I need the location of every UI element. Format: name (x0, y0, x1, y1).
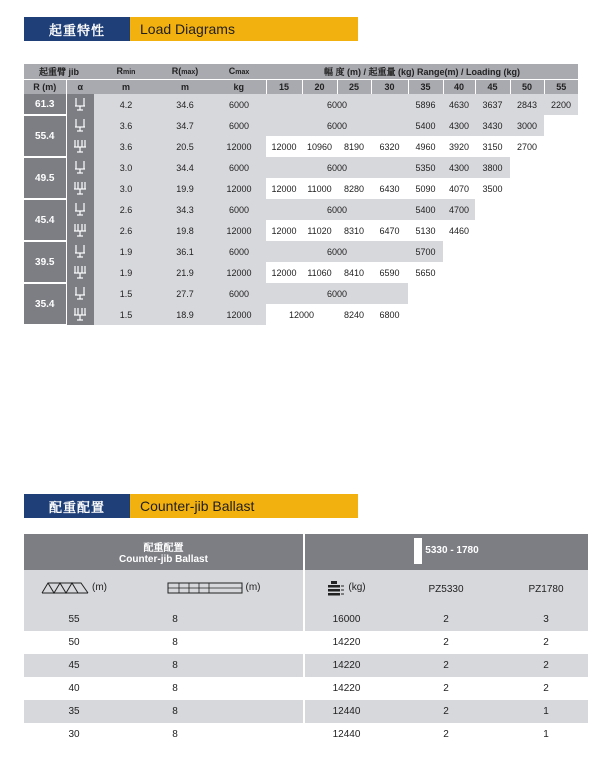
load-cell: 3800 (475, 157, 510, 178)
weight-stack-icon (327, 580, 345, 596)
load-cell: 5400 (408, 199, 443, 220)
jib-length-value: 50 (24, 631, 124, 654)
empty-cell (544, 115, 578, 136)
load-cell: 3500 (475, 178, 510, 199)
load-cell-15: 12000 (266, 178, 302, 199)
counter-jib-icon (167, 581, 243, 595)
pz1780-value: 2 (504, 631, 588, 654)
load-cell: 4960 (408, 136, 443, 157)
two-fall-hook-icon (74, 118, 86, 132)
load-cell: 4700 (443, 199, 475, 220)
jib-unit: (m) (92, 582, 107, 593)
load-cell-15: 12000 (266, 220, 302, 241)
pz5330-value: 2 (388, 654, 504, 677)
rmin-cell: 1.5 (94, 304, 158, 325)
jib-length-cell: 39.5 (24, 241, 66, 283)
jib-length-header (24, 570, 124, 608)
four-fall-hook-icon (74, 181, 86, 195)
range-header-30: 30 (371, 79, 408, 94)
load-diagrams-header (24, 17, 358, 41)
ballast-row (24, 631, 588, 654)
two-fall-hook-icon (74, 202, 86, 216)
cmax-cell: 12000 (212, 304, 266, 325)
load-row (24, 199, 578, 220)
four-fall-hook-icon (74, 265, 86, 279)
load-cell: 3000 (510, 115, 544, 136)
jib-length-cell: 35.4 (24, 283, 66, 325)
jib-length-value: 30 (24, 723, 124, 746)
load-cell-25: 8310 (337, 220, 371, 241)
jib-length-value: 45 (24, 654, 124, 677)
rmax-header: R(max) (158, 64, 212, 79)
jib-length-value: 35 (24, 700, 124, 723)
spacer-cell (226, 700, 304, 723)
ballast-header (24, 494, 358, 518)
load-cell: 4070 (443, 178, 475, 199)
rmin-cell: 3.0 (94, 157, 158, 178)
load-cell-20: 10960 (302, 136, 337, 157)
ballast-row (24, 654, 588, 677)
cmax-cell: 6000 (212, 157, 266, 178)
rmax-unit: m (158, 79, 212, 94)
spacer-cell (226, 631, 304, 654)
rmin-cell: 1.9 (94, 241, 158, 262)
empty-cell (408, 283, 578, 304)
empty-cell (544, 136, 578, 157)
cmax-cell: 6000 (212, 115, 266, 136)
two-fall-hook-icon (74, 244, 86, 258)
load-cell: 3637 (475, 94, 510, 115)
load-cell-25: 8280 (337, 178, 371, 199)
cmax-cell: 12000 (212, 220, 266, 241)
spacer-cell (226, 723, 304, 746)
cmax-cell: 6000 (212, 241, 266, 262)
r-unit-header: R (m) (24, 79, 66, 94)
ballast-row (24, 723, 588, 746)
counter-jib-unit: (m) (245, 582, 261, 593)
rmax-cell: 36.1 (158, 241, 212, 262)
two-fall-hook-icon (74, 160, 86, 174)
two-fall-hook-icon (74, 97, 86, 111)
load-row (24, 157, 578, 178)
pz1780-value: 3 (504, 608, 588, 631)
counter-jib-length-header (124, 570, 304, 608)
ballast-title-cn: 配重配置 (24, 494, 130, 518)
pz1780-header: PZ1780 (504, 570, 588, 608)
rmin-cell: 1.5 (94, 283, 158, 304)
rmin-cell: 2.6 (94, 220, 158, 241)
spacer-cell (226, 654, 304, 677)
range-loading-header: 幅 度 (m) / 起重量 (kg) Range(m) / Loading (kg) (266, 64, 578, 79)
jib-header: 起重臂 jib (24, 64, 94, 79)
rmax-cell: 19.8 (158, 220, 212, 241)
load-cell-30: 6590 (371, 262, 408, 283)
reeving-cell (66, 241, 94, 262)
merged-load-cell: 6000 (266, 199, 408, 220)
merged-load-cell: 6000 (266, 94, 408, 115)
counter-jib-value: 8 (124, 723, 226, 746)
load-cell-30: 6470 (371, 220, 408, 241)
load-cell: 2200 (544, 94, 578, 115)
load-cell-20: 11060 (302, 262, 337, 283)
jib-length-value: 55 (24, 608, 124, 631)
cmax-cell: 12000 (212, 262, 266, 283)
spacer-cell (226, 608, 304, 631)
merged-load-cell: 6000 (266, 115, 408, 136)
rmax-cell: 20.5 (158, 136, 212, 157)
load-row (24, 94, 578, 115)
jib-truss-icon (41, 582, 89, 594)
load-cell-30: 6320 (371, 136, 408, 157)
pz5330-value: 2 (388, 700, 504, 723)
weight-value: 12440 (304, 700, 388, 723)
counter-jib-value: 8 (124, 631, 226, 654)
rmax-cell: 34.3 (158, 199, 212, 220)
rmin-cell: 1.9 (94, 262, 158, 283)
weight-unit: (kg) (348, 582, 366, 593)
empty-cell (408, 304, 578, 325)
ballast-row (24, 677, 588, 700)
four-fall-hook-icon (74, 139, 86, 153)
load-cell-20: 11000 (302, 178, 337, 199)
load-cell: 2843 (510, 94, 544, 115)
load-cell-25: 8240 (337, 304, 371, 325)
load-row (24, 220, 578, 241)
jib-length-cell: 55.4 (24, 115, 66, 157)
range-header-50: 50 (510, 79, 544, 94)
load-row (24, 115, 578, 136)
empty-cell (475, 220, 578, 241)
weight-value: 12440 (304, 723, 388, 746)
reeving-cell (66, 157, 94, 178)
ballast-title-en: Counter-jib Ballast (130, 494, 358, 518)
load-row (24, 304, 578, 325)
empty-cell (443, 241, 578, 262)
four-fall-hook-icon (74, 223, 86, 237)
weight-header (304, 570, 388, 608)
pz1780-value: 1 (504, 723, 588, 746)
ballast-row (24, 608, 588, 631)
jib-length-cell: 49.5 (24, 157, 66, 199)
reeving-cell (66, 262, 94, 283)
reeving-cell (66, 220, 94, 241)
rmin-cell: 4.2 (94, 94, 158, 115)
ballast-table (24, 534, 588, 746)
pz1780-value: 2 (504, 654, 588, 677)
rmax-cell: 21.9 (158, 262, 212, 283)
load-row (24, 262, 578, 283)
load-cell-30: 6430 (371, 178, 408, 199)
rmax-cell: 19.9 (158, 178, 212, 199)
ballast-header-en: Counter-jib Ballast (119, 554, 208, 565)
rmin-header: Rmin (94, 64, 158, 79)
counter-jib-value: 8 (124, 654, 226, 677)
rmax-cell: 34.6 (158, 94, 212, 115)
rmax-cell: 18.9 (158, 304, 212, 325)
reeving-cell (66, 178, 94, 199)
cmax-cell: 6000 (212, 94, 266, 115)
range-header-45: 45 (475, 79, 510, 94)
block-label-header (304, 534, 588, 570)
pz5330-value: 2 (388, 631, 504, 654)
spacer-cell (226, 677, 304, 700)
ballast-header-cn: 配重配置 (143, 543, 184, 554)
reeving-cell (66, 283, 94, 304)
merged-load-cell: 6000 (266, 241, 408, 262)
cmax-header: Cmax (212, 64, 266, 79)
pz5330-value: 2 (388, 723, 504, 746)
load-row (24, 136, 578, 157)
counter-jib-value: 8 (124, 608, 226, 631)
load-cell-15: 12000 (266, 262, 302, 283)
load-cell: 4630 (443, 94, 475, 115)
load-cell: 5650 (408, 262, 443, 283)
cmax-cell: 12000 (212, 136, 266, 157)
rmax-cell: 27.7 (158, 283, 212, 304)
merged-load-cell: 6000 (266, 283, 408, 304)
counter-jib-value: 8 (124, 677, 226, 700)
load-cell: 5130 (408, 220, 443, 241)
rmin-cell: 3.6 (94, 136, 158, 157)
cmax-cell: 12000 (212, 178, 266, 199)
load-cell-15-20: 12000 (266, 304, 337, 325)
load-cell: 3430 (475, 115, 510, 136)
load-cell: 4460 (443, 220, 475, 241)
pz1780-value: 1 (504, 700, 588, 723)
ballast-config-header (24, 534, 304, 570)
load-diagrams-title-en: Load Diagrams (130, 17, 358, 41)
cmax-cell: 6000 (212, 199, 266, 220)
range-header-40: 40 (443, 79, 475, 94)
empty-cell (510, 157, 578, 178)
empty-cell (510, 178, 578, 199)
jib-length-cell: 61.3 (24, 94, 66, 115)
range-header-35: 35 (408, 79, 443, 94)
block-label: 5330 - 1780 (425, 545, 479, 556)
reeving-cell (66, 115, 94, 136)
load-cell-25: 8190 (337, 136, 371, 157)
load-cell: 3920 (443, 136, 475, 157)
merged-load-cell: 6000 (266, 157, 408, 178)
ballast-block-icon (414, 538, 422, 564)
rmax-cell: 34.4 (158, 157, 212, 178)
weight-value: 14220 (304, 631, 388, 654)
reeving-cell (66, 136, 94, 157)
load-cell-30: 6800 (371, 304, 408, 325)
load-row (24, 283, 578, 304)
weight-value: 14220 (304, 654, 388, 677)
range-header-55: 55 (544, 79, 578, 94)
ballast-row (24, 700, 588, 723)
counter-jib-value: 8 (124, 700, 226, 723)
cmax-unit: kg (212, 79, 266, 94)
range-header-25: 25 (337, 79, 371, 94)
reeving-cell (66, 199, 94, 220)
reeving-cell (66, 304, 94, 325)
pz5330-value: 2 (388, 608, 504, 631)
load-cell: 5400 (408, 115, 443, 136)
alpha-header: α (66, 79, 94, 94)
empty-cell (443, 262, 578, 283)
rmin-cell: 3.6 (94, 115, 158, 136)
pz5330-value: 2 (388, 677, 504, 700)
rmax-cell: 34.7 (158, 115, 212, 136)
load-cell-25: 8410 (337, 262, 371, 283)
load-cell: 4300 (443, 115, 475, 136)
load-cell: 5350 (408, 157, 443, 178)
load-row (24, 178, 578, 199)
load-cell-20: 11020 (302, 220, 337, 241)
load-diagram-table (24, 64, 578, 326)
cmax-cell: 6000 (212, 283, 266, 304)
four-fall-hook-icon (74, 307, 86, 321)
two-fall-hook-icon (74, 286, 86, 300)
jib-length-cell: 45.4 (24, 199, 66, 241)
reeving-cell (66, 94, 94, 115)
rmin-cell: 3.0 (94, 178, 158, 199)
range-header-15: 15 (266, 79, 302, 94)
pz1780-value: 2 (504, 677, 588, 700)
load-cell: 5700 (408, 241, 443, 262)
empty-cell (475, 199, 578, 220)
pz5330-header: PZ5330 (388, 570, 504, 608)
load-cell: 5090 (408, 178, 443, 199)
load-cell: 3150 (475, 136, 510, 157)
range-header-20: 20 (302, 79, 337, 94)
load-cell-15: 12000 (266, 136, 302, 157)
weight-value: 16000 (304, 608, 388, 631)
rmin-unit: m (94, 79, 158, 94)
load-cell: 2700 (510, 136, 544, 157)
load-diagrams-title-cn: 起重特性 (24, 17, 130, 41)
load-cell: 5896 (408, 94, 443, 115)
load-row (24, 241, 578, 262)
rmin-cell: 2.6 (94, 199, 158, 220)
load-cell: 4300 (443, 157, 475, 178)
jib-length-value: 40 (24, 677, 124, 700)
weight-value: 14220 (304, 677, 388, 700)
